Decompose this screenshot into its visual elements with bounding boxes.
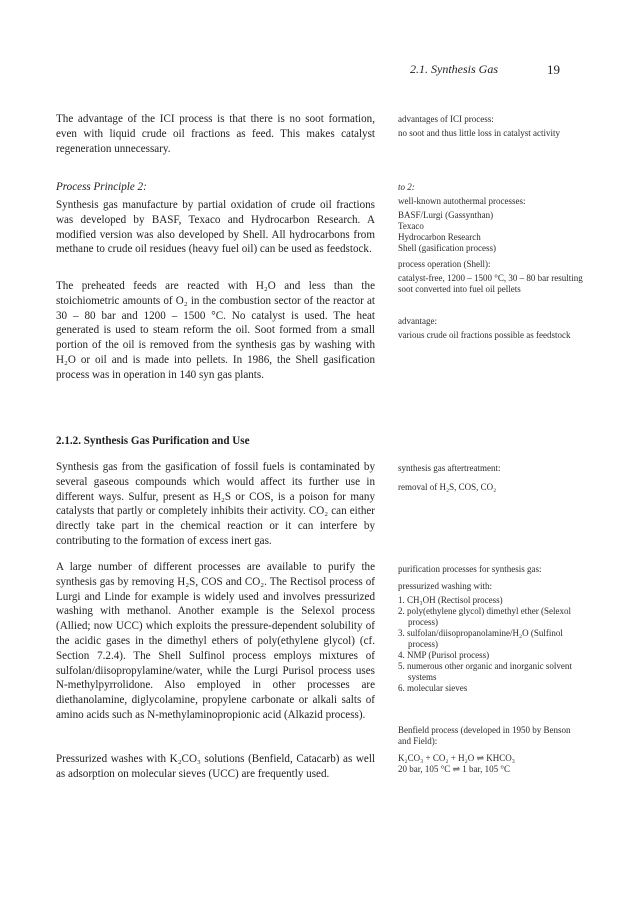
paragraph-reaction-conditions: The preheated feeds are reacted with H₂O and less than the stoichiometric amounts of O₂ in the combustion sector of the reactor at 30 – 80 bar and 1200 – 1500 °C. No catalyst is used. The heat generated is used to steam reform the oil. Soot formed from a small portion of the oil is removed from the synthesis gas by washing with H₂O or oil and is made into pellets. In 1986, the Shell gasification process was in operation in 140 syn gas plants.: [56, 280, 375, 381]
list-item: BASF/Lurgi (Gassynthan): [398, 210, 494, 220]
list-item: 5. numerous other organic and inorganic solvent systems: [398, 661, 572, 682]
margin-note-title: Benfield process (developed in 1950 by Benson and Field):: [398, 725, 571, 746]
paragraph-pressurized-washes: Pressurized washes with K₂CO₃ solutions (Benfield, Catacarb) as well as adsorption on molecular sieves (UCC) are frequently used.: [56, 753, 375, 780]
margin-note-title: purification processes for synthesis gas:: [398, 564, 542, 574]
paragraph-partial-oxidation: Synthesis gas manufacture by partial oxidation of crude oil fractions was developed by BASF, Texaco and Hydrocarbon Research. A modified version was also developed by Shell. All hydrocarbons from methane to crude oil residues (heavy fuel oil) can be used as feedstock.: [56, 199, 375, 256]
main-paragraph-5: [56, 560, 375, 731]
list-item: 1. CH₃OH (Rectisol process): [398, 595, 503, 605]
margin-note-title: to 2:: [398, 182, 415, 192]
margin-note-advantage: [398, 316, 584, 346]
margin-note-subtitle: pressurized washing with:: [398, 581, 492, 591]
list-item: Hydrocarbon Research: [398, 232, 481, 242]
margin-note-title: advantages of ICI process:: [398, 114, 494, 124]
margin-note-aftertreatment: [398, 463, 584, 498]
margin-note-benfield: [398, 725, 584, 775]
margin-note-text: removal of H₂S, COS, CO₂: [398, 482, 497, 492]
list-item: Texaco: [398, 221, 424, 231]
reaction-equation: K₂CO₃ + CO₂ + H₂O ⇌ KHCO₃: [398, 753, 515, 763]
purification-list: [398, 595, 584, 694]
margin-note-subtitle: process operation (Shell):: [398, 259, 491, 269]
section-heading-block: [56, 434, 375, 457]
principle-title: Process Principle 2:: [56, 181, 147, 193]
list-item: 3. sulfolan/diisopropanolamine/H₂O (Sulfinol process): [398, 628, 563, 649]
list-item: 2. poly(ethylene glycol) dimethyl ether (Selexol process): [398, 606, 571, 627]
page-number: 19: [547, 62, 560, 77]
margin-note-principle-2: [398, 182, 584, 300]
process-list: [398, 210, 584, 254]
main-paragraph-1: [56, 112, 375, 164]
main-paragraph-3: [56, 279, 375, 391]
section-heading: 2.1.2. Synthesis Gas Purification and Use: [56, 435, 250, 447]
main-paragraph-2: [56, 198, 375, 265]
margin-note-text: catalyst-free, 1200 – 1500 °C, 30 – 80 bar resulting soot converted into fuel oil pellets: [398, 273, 583, 294]
margin-note-purification: [398, 564, 584, 694]
paragraph-contaminants: Synthesis gas from the gasification of fossil fuels is contaminated by several gaseous compounds which would affect its further use in different ways. Sulfur, present as H₂S or COS, is a poison for many catalysts that partly or completely inhibits their activity. CO₂ can either directly take part in the chemical reaction or it can interfere by contributing to the formation of excess inert gas.: [56, 461, 375, 547]
section-title: 2.1. Synthesis Gas: [410, 62, 498, 76]
margin-note-text: various crude oil fractions possible as feedstock: [398, 330, 571, 340]
main-paragraph-6: [56, 752, 375, 790]
list-item: 4. NMP (Purisol process): [398, 650, 490, 660]
margin-note-title: synthesis gas aftertreatment:: [398, 463, 501, 473]
margin-note-text: no soot and thus little loss in catalyst activity: [398, 128, 560, 138]
list-item: Shell (gasification process): [398, 243, 496, 253]
margin-note-title: advantage:: [398, 316, 437, 326]
margin-note-label: well-known autothermal processes:: [398, 196, 526, 206]
margin-note-ici: [398, 114, 584, 144]
list-item: 6. molecular sieves: [398, 683, 468, 693]
main-paragraph-4: [56, 460, 375, 557]
running-head: [400, 62, 560, 78]
reaction-conditions: 20 bar, 105 °C ⇌ 1 bar, 105 °C: [398, 764, 511, 774]
paragraph-purification-processes: A large number of different processes are available to purify the synthesis gas by removing H₂S, COS and CO₂. The Rectisol process of Lurgi and Linde for example is widely used and involves pressurized washing with methanol. Another example is the Selexol process (Allied; now UCC) which exploits the pressure-dependent solubility of the acidic gases in the dimethyl ethers of poly(ethylene glycol) (cf. Section 7.2.4). The Shell Sulfinol process employs mixtures of sulfolan/diisopropylamine/water, while the Lurgi Purisol process uses N-methylpyrrolidone. Also employed in other processes are diethanolamine, diglycolamine, propylene carbonate or alkali salts of amino acids such as N-methylaminopropionic acid (Alkazid process).: [56, 561, 375, 721]
paragraph-ici-advantage: The advantage of the ICI process is that there is no soot formation, even with liquid crude oil fractions as feed. This makes catalyst regeneration unnecessary.: [56, 113, 375, 155]
